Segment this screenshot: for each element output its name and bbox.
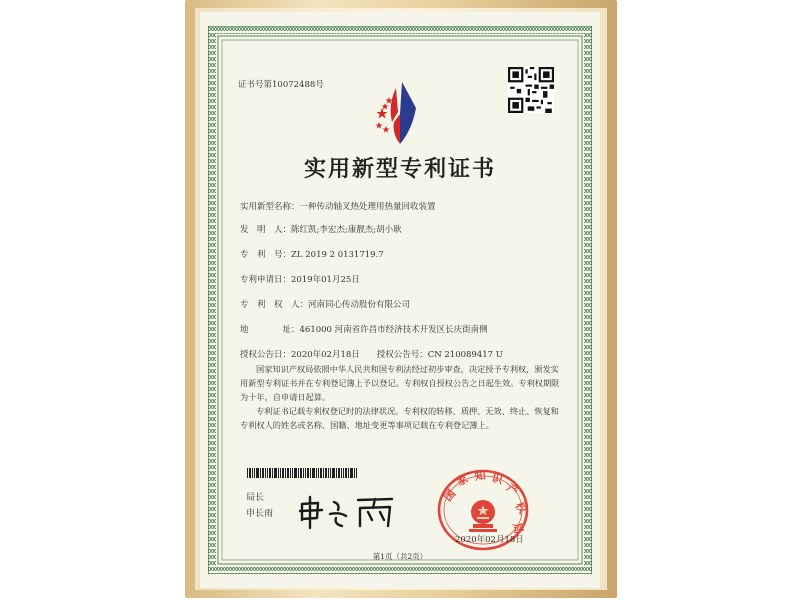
certificate-title: 实用新型专利证书 <box>303 156 496 182</box>
svg-text:识: 识 <box>490 471 505 487</box>
cnipa-emblem-logo <box>372 78 428 148</box>
svg-text:知: 知 <box>473 468 487 483</box>
field-address <box>240 323 488 335</box>
field-value: 河南同心传动股份有限公司 <box>308 300 411 310</box>
director-signature <box>296 494 406 530</box>
field-value: 一种传动轴叉热处理用热量回收装置 <box>299 202 436 212</box>
svg-text:产: 产 <box>504 480 521 498</box>
field-label: 实用新型名称： <box>240 202 300 212</box>
director-title-label: 局长 <box>246 493 265 503</box>
svg-text:局: 局 <box>510 521 526 536</box>
barcode <box>247 468 357 478</box>
field-value: ZL 2019 2 0131719.7 <box>291 250 384 260</box>
svg-text:家: 家 <box>454 472 471 489</box>
field-label: 专利申请日： <box>240 275 292 285</box>
patent-certificate <box>200 12 600 588</box>
field-value: 2020年02月18日 授权公告号：CN 210089417 U <box>291 350 503 360</box>
field-patent-number <box>240 248 384 260</box>
field-inventors <box>240 223 402 235</box>
legal-status-paragraph: 专利证书记载专利权登记时的法律状况。专利权的转移、质押、无效、终止、恢复和专利权人的姓名或名称、国籍、地址变更等事项记载在专利登记簿上。 <box>240 406 559 430</box>
certificate-number: 证书号第10072488号 <box>238 80 324 90</box>
field-application-date <box>240 273 360 285</box>
qr-code <box>508 67 554 113</box>
field-grant-announcement <box>240 348 503 360</box>
issue-date: 2020年02月18日 <box>455 535 524 545</box>
field-label: 发 明 人： <box>240 225 292 235</box>
director-name: 申长雨 <box>246 509 274 519</box>
svg-text:国: 国 <box>441 487 459 504</box>
field-value: 461000 河南省许昌市经济技术开发区长庆街南侧 <box>299 325 488 335</box>
page-number: 第1页（共2页） <box>372 552 428 561</box>
field-patentee <box>240 298 410 310</box>
field-label: 授权公告日： <box>240 350 292 360</box>
field-value: 陈红凯;李宏杰;康靓杰;胡小耿 <box>291 225 402 235</box>
field-label: 专 利 号： <box>240 250 292 260</box>
field-utility-model-name <box>240 200 436 212</box>
grant-statement-paragraph: 国家知识产权局依照中华人民共和国专利法经过初步审查，决定授予专利权，颁发实用新型专利证书并在专利登记簿上予以登记。专利权自授权公告之日起生效。专利权期限为十年，自申请日起算。 <box>240 364 560 402</box>
field-label: 专 利 权 人： <box>240 300 309 310</box>
field-label: 地 址： <box>240 325 300 335</box>
field-value: 2019年01月25日 <box>291 275 360 285</box>
svg-text:权: 权 <box>512 499 530 516</box>
